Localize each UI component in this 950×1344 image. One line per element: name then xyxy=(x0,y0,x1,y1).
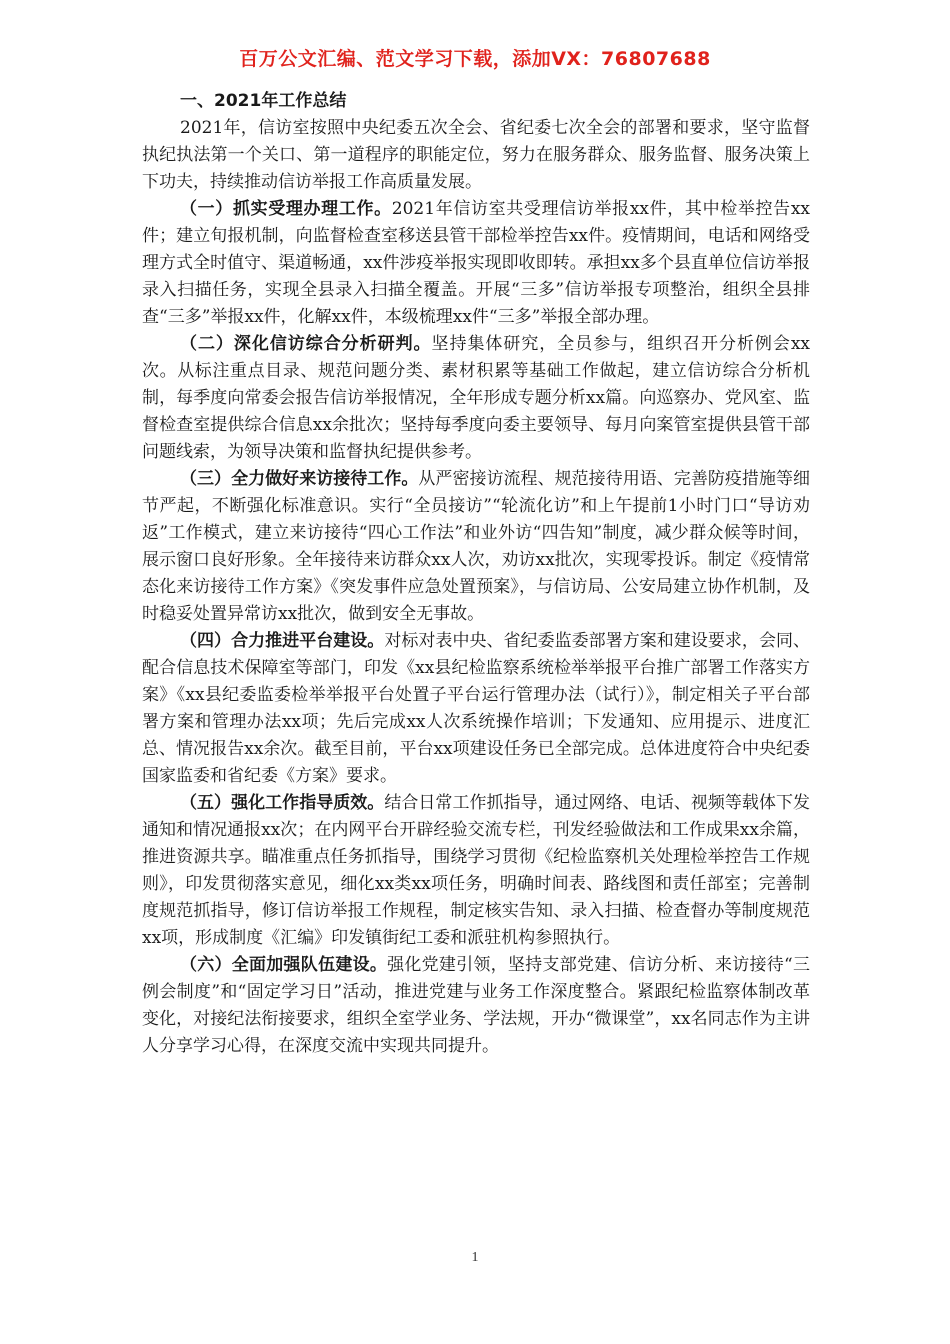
paragraph-6-title: （六）全面加强队伍建设。 xyxy=(180,955,388,975)
paragraph-6-body: 强化党建引领，坚持支部党建、信访分析、来访接待“三例会制度”和“固定学习日”活动，推进党建与业务工作深度整合。紧跟纪检监察体制改革变化，对接纪法衔接要求，组织全室学业务、学法规，开办“微课堂”，xx名同志作为主讲人分享学习心得，在深度交流中实现共同提升。 xyxy=(142,955,810,1056)
paragraph-1 xyxy=(142,196,810,331)
paragraph-4 xyxy=(142,628,810,790)
paragraph-2-body: 坚持集体研究，全员参与，组织召开分析例会xx次。从标注重点目录、规范问题分类、素材积累等基础工作做起，建立信访综合分析机制，每季度向常委会报告信访举报情况，全年形成专题分析xx篇。向巡察办、党风室、监督检查室提供综合信息xx余批次；坚持每季度向委主要领导、每月向案管室提供县管干部问题线索，为领导决策和监督执纪提供参考。 xyxy=(142,334,810,462)
page-number: 1 xyxy=(471,1250,479,1265)
paragraph-6 xyxy=(142,952,810,1060)
paragraph-1-body: 2021年信访室共受理信访举报xx件，其中检举控告xx件；建立旬报机制，向监督检查室移送县管干部检举控告xx件。疫情期间，电话和网络受理方式全时值守、渠道畅通，xx件涉疫举报实现即收即转。承担xx多个县直单位信访举报录入扫描任务，实现全县录入扫描全覆盖。开展“三多”信访举报专项整治，组织全县排查“三多”举报xx件，化解xx件，本级梳理xx件“三多”举报全部办理。 xyxy=(142,199,810,327)
paragraph-5 xyxy=(142,790,810,952)
paragraph-2-title: （二）深化信访综合分析研判。 xyxy=(180,334,432,354)
intro-paragraph: 2021年，信访室按照中央纪委五次全会、省纪委七次全会的部署和要求，坚守监督执纪执法第一个关口、第一道程序的职能定位，努力在服务群众、服务监督、服务决策上下功夫，持续推动信访举报工作高质量发展。 xyxy=(142,118,810,192)
paragraph-4-body: 对标对表中央、省纪委监委部署方案和建设要求，会同、配合信息技术保障室等部门，印发《xx县纪检监察系统检举举报平台推广部署工作落实方案》《xx县纪委监委检举举报平台处置子平台运行管理办法（试行）》，制定相关子平台部署方案和管理办法xx项；先后完成xx人次系统操作培训；下发通知、应用提示、进度汇总、情况报告xx余次。截至目前，平台xx项建设任务已全部完成。总体进度符合中央纪委国家监委和省纪委《方案》要求。 xyxy=(142,631,811,786)
watermark-banner: 百万公文汇编、范文学习下载，添加VX：76807688 xyxy=(239,48,711,70)
paragraph-4-title: （四）合力推进平台建设。 xyxy=(180,631,385,651)
paragraph-3-title: （三）全力做好来访接待工作。 xyxy=(180,469,419,489)
section-heading: 一、2021年工作总结 xyxy=(180,91,347,111)
paragraph-1-title: （一）抓实受理办理工作。 xyxy=(180,199,392,219)
paragraph-3-body: 从严密接访流程、规范接待用语、完善防疫措施等细节严起，不断强化标准意识。实行“全员接访”“轮流化访”和上午提前1小时门口“导访劝返”工作模式，建立来访接待“四心工作法”和业外访“四告知”制度，减少群众候等时间，展示窗口良好形象。全年接待来访群众xx人次，劝访xx批次，实现零投诉。制定《疫情常态化来访接待工作方案》《突发事件应急处置预案》，与信访局、公安局建立协作机制，及时稳妥处置异常访xx批次，做到安全无事故。 xyxy=(142,469,811,624)
paragraph-5-body: 结合日常工作抓指导，通过网络、电话、视频等载体下发通知和情况通报xx次；在内网平台开辟经验交流专栏，刊发经验做法和工作成果xx余篇，推进资源共享。瞄准重点任务抓指导，围绕学习贯彻《纪检监察机关处理检举控告工作规则》，印发贯彻落实意见，细化xx类xx项任务，明确时间表、路线图和责任部室；完善制度规范抓指导，修订信访举报工作规程，制定核实告知、录入扫描、检查督办等制度规范xx项，形成制度《汇编》印发镇街纪工委和派驻机构参照执行。 xyxy=(142,793,811,948)
paragraph-3 xyxy=(142,466,810,628)
paragraph-5-title: （五）强化工作指导质效。 xyxy=(180,793,385,813)
document-body xyxy=(142,88,810,1060)
paragraph-2 xyxy=(142,331,810,466)
